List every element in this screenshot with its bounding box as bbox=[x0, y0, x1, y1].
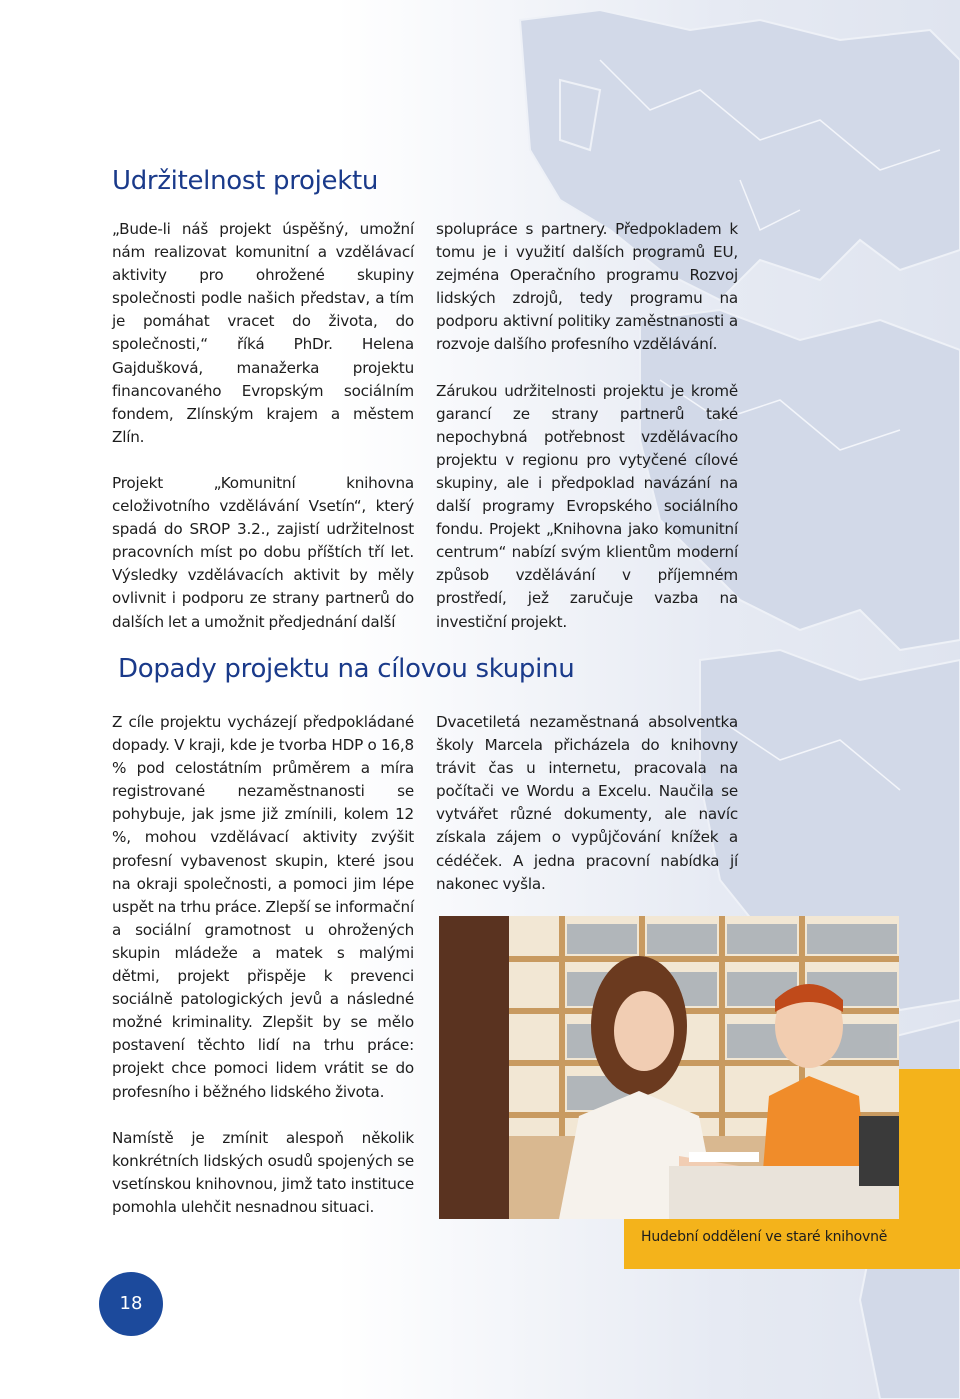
page-number-badge: 18 bbox=[99, 1272, 163, 1336]
paragraph: Projekt „Komunitní knihovna celoživotního vzdělávání Vsetín“, který spadá do SROP 3.2., zajistí udržitelnost pracovních míst po dobu příštích tří let. Výsledky vzdělávacích aktivit by měly ovlivnit i podporu ze strany partnerů do dalších let a umožnit předjednání další bbox=[112, 473, 414, 631]
paragraph: Namístě je zmínit alespoň několik konkrétních lidských osudů spojených se vsetínskou knihovnou, jimž tato instituce pomohla ulehčit nesnadnou situaci. bbox=[112, 1128, 414, 1216]
paragraph: Dvacetiletá nezaměstnaná absolventka školy Marcela přicházela do knihovny trávit čas u internetu, pracovala na počítači ve Wordu a Excelu. Naučila se vytvářet různé dokumenty, ale navíc získala zájem o vypůjčování knížek a cédéček. A jedna pracovní nabídka jí nakonec vyšla. bbox=[436, 713, 738, 893]
section-title-impacts: Dopady projektu na cílovou skupinu bbox=[118, 654, 575, 684]
paragraph: Zárukou udržitelnosti projektu je kromě garancí ze strany partnerů také nepochybná potřebnost vzdělávacího projektu v regionu pro vytyčené cílové skupiny, ale i předpoklad navázání na další programy Evropského sociálního fondu. Projekt „Knihovna jako komunitní centrum“ nabízí svým klientům moderní způsob vzdělávání v příjemném prostředí, jež zaručuje vazba na investiční projekt. bbox=[436, 381, 738, 631]
paragraph: Z cíle projektu vycházejí předpokládané dopady. V kraji, kde je tvorba HDP o 16,8 % pod celostátním průměrem a míra registrované nezaměstnanosti se pohybuje, jak jsme již zmínili, kolem 12 %, mohou vzdělávací aktivity zvýšit profesní vybavenost skupin, které jsou na okraji společnosti, a pomoci jim lépe uspět na trhu práce. Zlepší se informační a sociální gramotnost u ohrožených skupin mládeže a matek s malými dětmi, projekt přispěje k prevenci sociálně patologických jevů a následné možné kriminality. Zlepšit by se mělo postavení těchto lidí na trhu práce: projekt chce pomoci lidem vrátit se do profesního i běžného lidského života. bbox=[112, 713, 414, 1101]
impacts-column-right bbox=[436, 711, 738, 896]
impacts-column-left bbox=[112, 711, 414, 1219]
paragraph: spolupráce s partnery. Předpokladem k tomu je i využití dalších programů EU, zejména Operačního programu Rozvoj lidských zdrojů, tedy programu na podporu aktivní politiky zaměstnanosti a rozvoje dalšího profesního vzdělávání. bbox=[436, 220, 738, 354]
paragraph: „Bude-li náš projekt úspěšný, umožní nám realizovat komunitní a vzdělávací aktivity pro ohrožené skupiny společnosti podle našich představ, a tím je pomáhat vracet do života, do společnosti,“ říká PhDr. Helena Gajdušková, manažerka projektu financovaného Evropským sociálním fondem, Zlínským krajem a městem Zlín. bbox=[112, 220, 414, 446]
photo-caption: Hudební oddělení ve staré knihovně bbox=[641, 1229, 888, 1245]
section-title-sustainability: Udržitelnost projektu bbox=[112, 166, 379, 196]
sustainability-column-left bbox=[112, 218, 414, 634]
library-photo bbox=[439, 916, 899, 1219]
sustainability-column-right bbox=[436, 218, 738, 634]
